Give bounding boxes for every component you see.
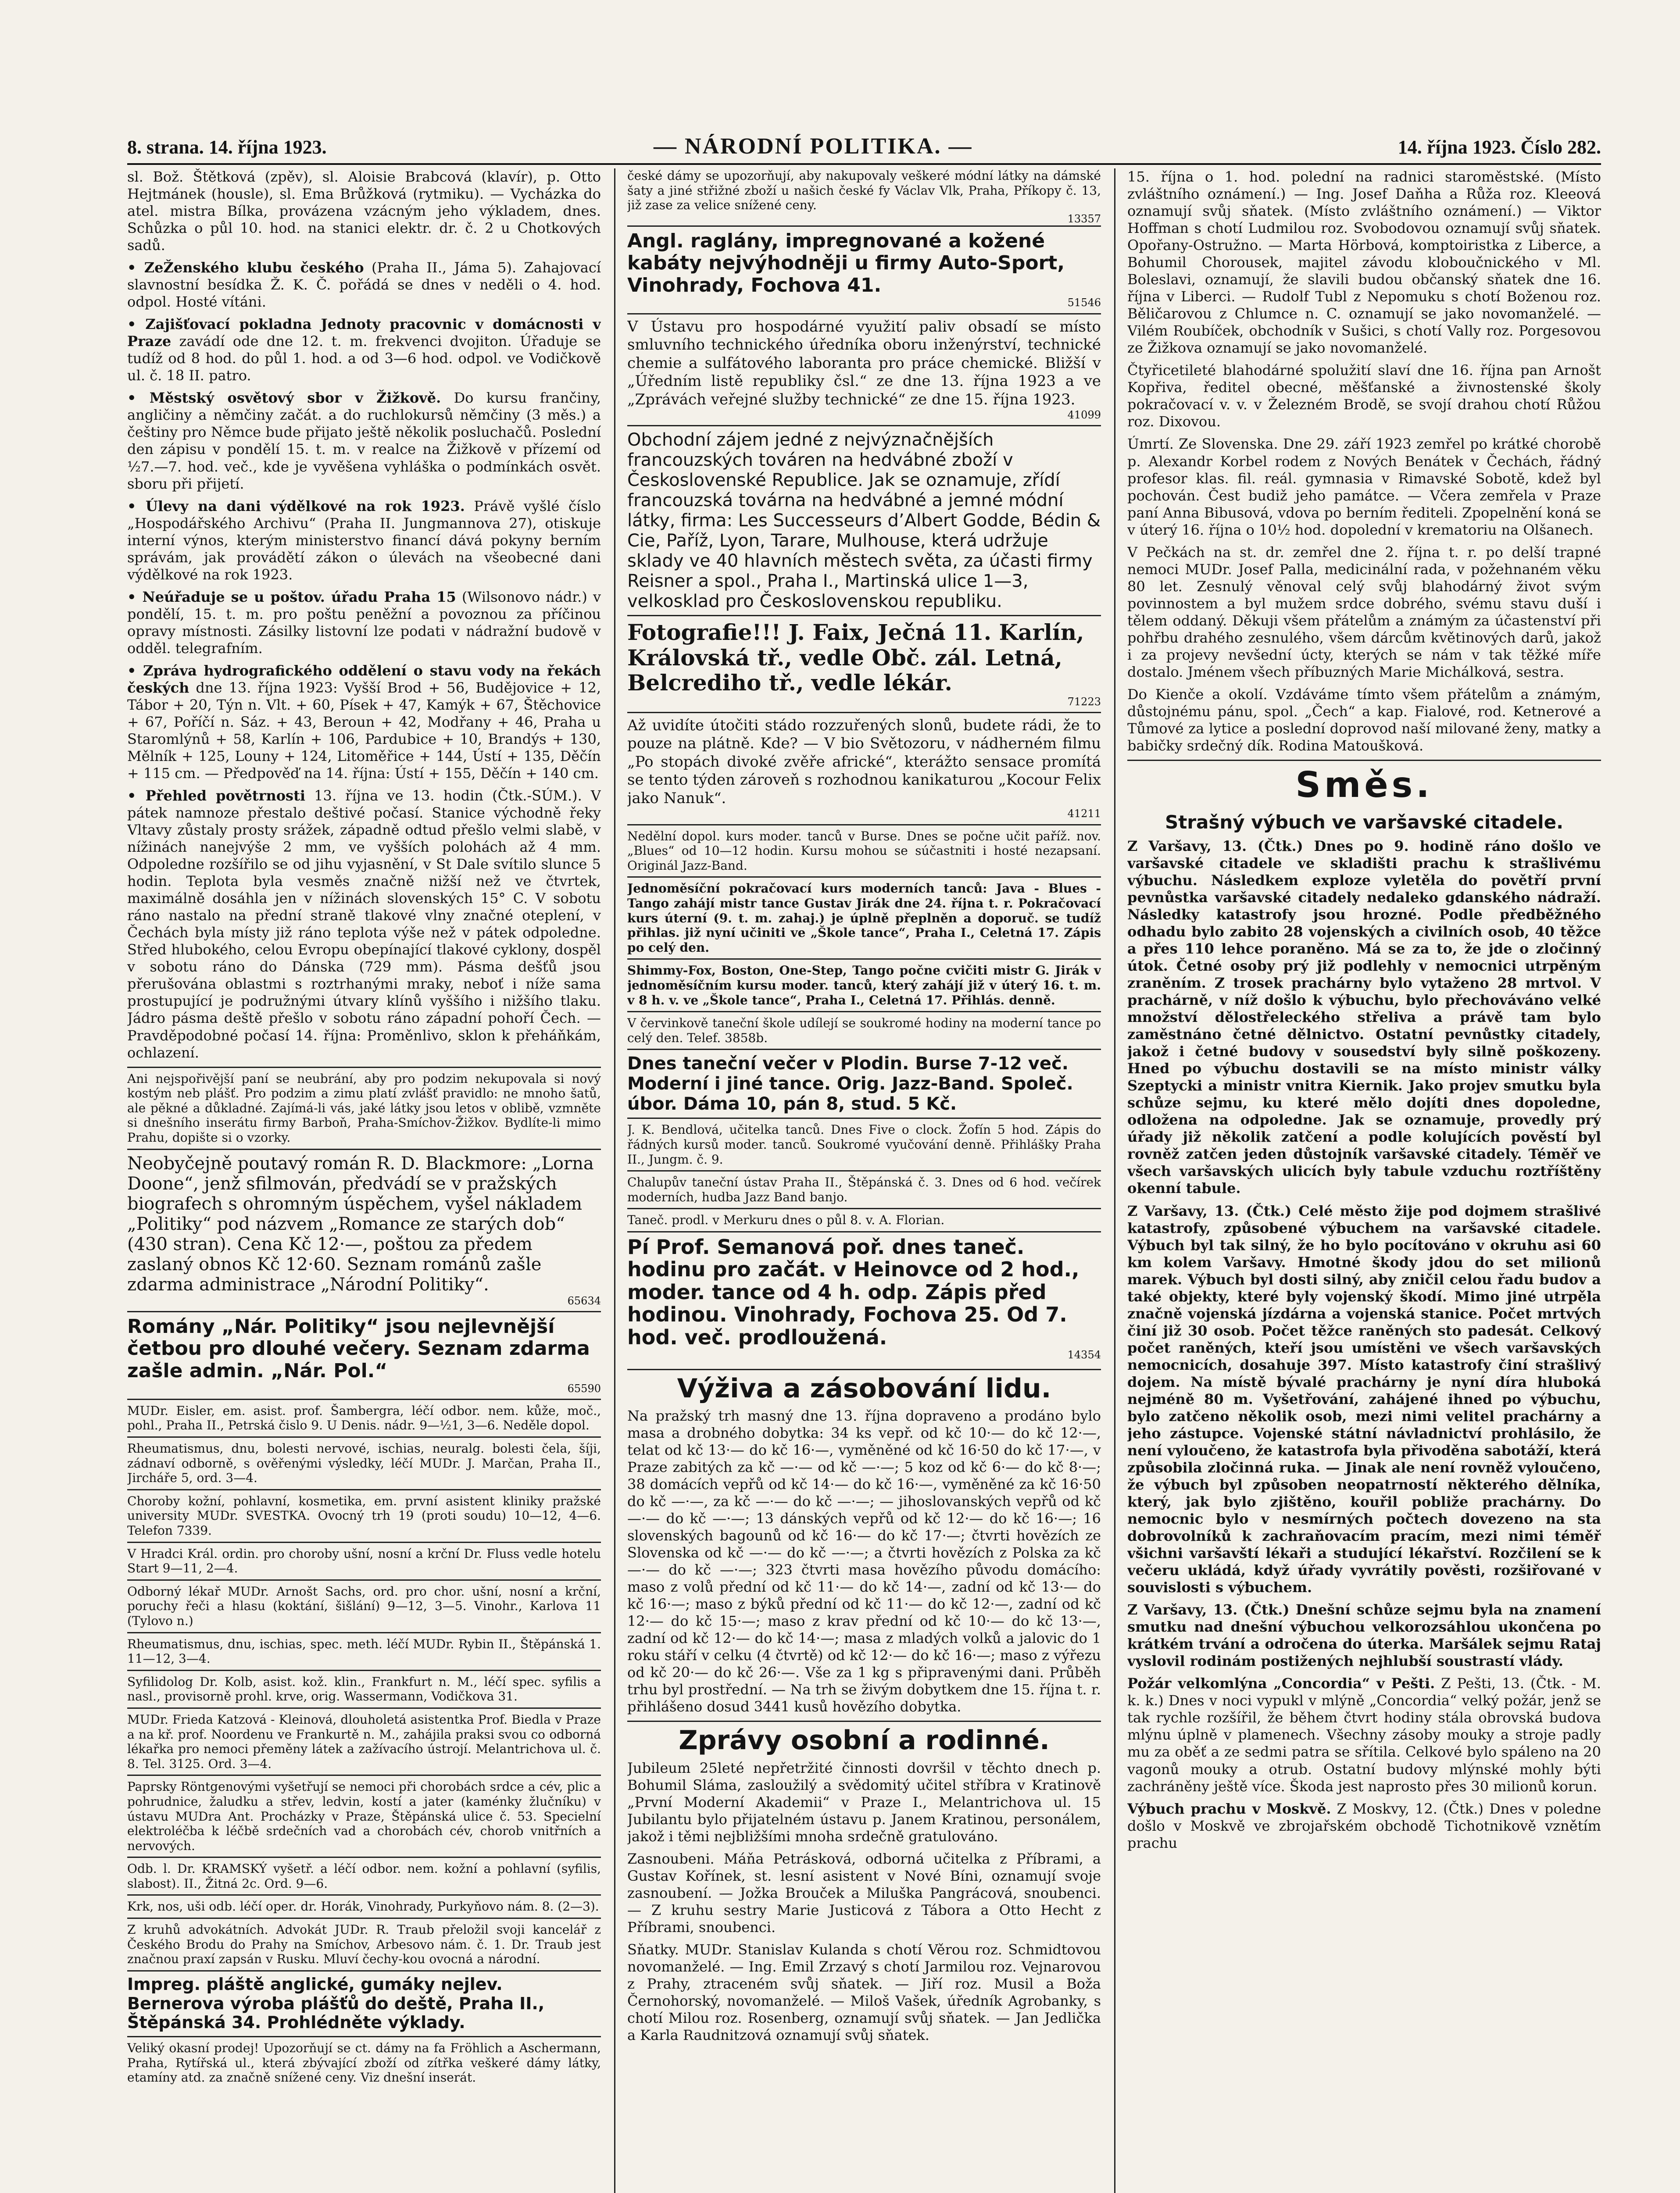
news-item: • ZeŽenského klubu českého (Praha II., Jáma 5). Zahajovací slavnostní besídka Ž. K. Č. pořádá se dnes v neděli o 4. hod. odpol. Hosté vítáni. [127, 259, 601, 311]
article-body: V Pečkách na st. dr. zemřel dne 2. října t. r. po delší trapné nemoci MUDr. Josef Palla, medicinální rada, v požehnaném věku 80 let. Zesnulý věnoval celý svůj blahodárný život svým povinnostem a byl mužem srdce dobrého, svému stavu duší i tělem oddaný. Děkuji všem přátelům a známým za účastenství při pohřbu drahého zesnulého, všem dárcům květinových darů, jakož i za projevy nevšední úcty, kterých se nám v tak těžké míře dostalo. Jménem všech příbuzných Marie Michálková, sestra. [1127, 543, 1601, 680]
article-body: Zasnoubeni. Máňa Petrásková, odborná učitelka z Příbrami, a Gustav Kořínek, st. lesní asistent v Nové Bíni, oznamují svoje zasnoubení. — Jožka Brouček a Miluška Pangrácová, snoubenci. — Z kruhu sestry Marie Justicová z Tábora a Otto Hecht z Příbrami, snoubenci. [627, 1850, 1101, 1936]
classified-ad: Impreg. pláště anglické, gumáky nejlev. Bernerova výroba plášťů do deště, Praha II., Štěpánská 34. Prohlédněte výklady. [127, 1970, 601, 2036]
classified-ad: Odborný lékař MUDr. Arnošt Sachs, ord. pro chor. ušní, nosní a krční, poruchy řeči a hlasu (koktání, šišlání) 9—12, 3—5. Vinohr., Karlova 11 (Tylovo n.) [127, 1579, 601, 1632]
article-body: Úmrtí. Ze Slovenska. Dne 29. září 1923 zemřel po krátké chorobě p. Alexandr Korbel rodem z Nových Benátek v Čechách, řádný profesor klas. fil. reál. gymnasia v Rimavské Sobotě, kdež byl pochován. Čest budiž jeho památce. — Včera zemřela v Praze paní Anna Bibusová, vdova po berním řediteli. Zpopelnění koná se v úterý 16. října o 10½ hod. dopolední v krematoriu na Olšanech. [1127, 436, 1601, 538]
article-body: Z Varšavy, 13. (Čtk.) Dnešní schůze sejmu byla na znamení smutku nad dnešní výbuchou velkorozsáhlou ukončena po krátkém trvání a odročena do úterka. Maršálek sejmu Rataj vyslovil rodinám postižených nejhlubší soustrastí vlády. [1127, 1601, 1601, 1670]
masthead-title: — NÁRODNÍ POLITIKA. — [654, 134, 973, 159]
article-body: 15. října o 1. hod. polední na radnici staroměstské. (Místo zvláštního oznámení.) — Ing. Josef Daňha a Růža roz. Kleeová oznamují svůj sňatek. (Místo zvláštního oznámení.) — Viktor Hoffman s chotí Ludmilou roz. Svobodovou oznamují svůj sňatek. Opořany-Ostružno. — Marta Hörbová, komptoiristka z Liberce, a Bohumil Chorousek, majitel závodu kloboučnického v Ml. Boleslavi, oznamují, že slavili budou občanský sňatek dne 16. října v Liberci. — Rudolf Tubl z Nepomuku s chotí Boženou roz. Běličarovou z Chlumce n. C. oznamují se jako novomanželé. — Vilém Roubíček, obchodník v Sušici, s chotí Vally roz. Porgesovou ze Žižkova oznamují se jako novomanželé. [1127, 168, 1601, 357]
advertisement-film: Až uvidíte útočiti stádo rozzuřených slonů, budete rádi, že to pouze na plátně. Kde? — V bio Světozoru, v nádherném filmu „Po stopách divoké zvěře africké“, kterážto sensace promítá se tento týden zároveň s rozhodnou kanikaturou „Kocour Felix jako Nanuk“. 41211 [627, 712, 1101, 824]
article-body: Výbuch prachu v Moskvě. Z Moskvy, 12. (Čtk.) Dnes v poledne došlo v Moskvě ve zbrojařském obchodě Tichotnikově vznětím prachu [1127, 1800, 1601, 1851]
article-body: Čtyřicetileté blahodárné spolužití slaví dne 16. října pan Arnošt Kopřiva, ředitel obecné, měšťanské a živnostenské školy pokračovací v. v. v Železném Brodě, se svojí drahou chotí Růžou roz. Dixovou. [1127, 362, 1601, 430]
news-item: • Zajišťovací pokladna Jednoty pracovnic v domácnosti v Praze zavádí ode dne 12. t. m. frekvenci dvojiton. Úřaduje se tudíž od 8 hod. do půl 1. hod. a od 3—6 hod. odpol. ve Vodičkově ul. č. 18 II. patro. [127, 316, 601, 384]
weather-report: • Přehled povětrnosti 13. října ve 13. hodin (Čtk.-SÚM.). V pátek namnoze přestalo deštivé počasí. Stanice východně řeky Vltavy zůstaly prosty srážek, západně odtud přešlo velmi slabě, v nížinách nanejvýše 2 mm, ve vyšších polohách až 4 mm. Odpoledne rozšířilo se od jihu vyjasnění, v St Dale svítilo slunce 5 hodin. Teplota byla vesměs značně nižší než ve čtvrtek, maximálně dosáhla jen v nížinách slovenských 15° C. V sobotu ráno nastalo na přední straně tlakové vlny značné oteplení, v Čechách byla místy již ráno teplota výše než v pátek odpoledne. Střed hlubokého, celou Evropu obepínající tlakové cyklony, dospěl v sobotu ráno do Dánska (729 mm). Pásma dešťů jsou přerušována oblastmi s roztrhanými mraky, neboť i níže sama prostupující je podružnými útvary klínů vyššího i nižšího tlaku. Jádro pásma deště přešlo v sobotu ráno západní pohoří Čech. — Pravděpodobné počasí 14. října: Proměnlivo, sklon k přeháňkám, ochlazení. [127, 787, 601, 1061]
advertisement: české dámy se upozorňují, aby nakupovaly veškeré módní látky na dámské šaty a jiné střižné zboží u našich české fy Václav Vlk, Praha, Příkopy č. 13, již zase za velice snížené ceny. 13357 [627, 168, 1101, 225]
header-issue-number: 14. října 1923. Číslo 282. [1398, 136, 1601, 158]
section-heading: Výživa a zásobování lidu. [627, 1369, 1101, 1405]
classified-ad: V Hradci Král. ordin. pro choroby ušní, nosní a krční Dr. Fluss vedle hotelu Start 9—11, 2—4. [127, 1542, 601, 1579]
article-headline: Strašný výbuch ve varšavské citadele. [1165, 811, 1564, 833]
article-body: Z Varšavy, 13. (Čtk.) Dnes po 9. hodině ráno došlo ve varšavské citadele ve skladišti prachu k strašlivému výbuchu. Následkem exploze vyletěla do povětří první pevnůstka varšavské citadely nedaleko gdanského nádraží. Následky katastrofy jsou hrozné. Podle předběžného odhadu bylo zabito 28 vojenských a civilních osob, 40 těžce a přes 110 lehce poraněno. Má se za to, že jde o zločinný útok. Četné osoby prý již podlehly v nemocnici utrpěným zraněním. Z trosek prachárny bylo vytaženo 28 mrtvol. V prachárně, v níž došlo k výbuchu, bylo přechováváno velké množství dělostřeleckého střeliva a právě tam bylo zaměstnáno četné dělnictvo. Ostatní pevnůstky citadely, jakož i četné budovy v sousedství byly silně poškozeny. Hned po výbuchu dostavili se na místo ministr války Szeptycki a ministr vnitra Kiernik. Jako projev smutku byla schůze sejmu, ku které mělo dojíti dnes dopoledne, odložena na odpoledne. Jak se oznamuje, provedly prý úřady již několik zatčení a podle kolujících pověstí byl rovněž zatčen jeden důstojník varšavské citadely. Téměř ve všech varšavských ulicích byly tabule vzduchu roztříštěny okenní tabule. [1127, 837, 1601, 1197]
advertisement-dance: Nedělní dopol. kurs moder. tanců v Burse. Dnes se počne učit paříž. nov. „Blues“ od 10—12 hodin. Kursu mohou se súčastniti i hosté nezapsaní. Originál Jazz-Band. [627, 824, 1101, 877]
advertisement-novel: Neobyčejně poutavý román R. D. Blackmore: „Lorna Doone“, jenž sfilmován, předvádí se v pražských biografech s ohromným úspěchem, vyšel nákladem „Politiky“ pod názvem „Romance ze starých dob“ (430 stran). Cena Kč 12·—, poštou za předem zaslaný obnos Kč 12·60. Seznam románů zašle zdarma administrace „Národní Politiky“. 65634 [127, 1149, 601, 1311]
advertisement: Ani nejspořivější paní se neubrání, aby pro podzim nekupovala si nový kostým neb plášť. Pro podzim a zimu platí zvlášť pravidlo: ne mnoho šatů, ale pěkné a důkladné. Zajímá-li vás, jaké látky jsou letos v oblibě, vzmněte si dnešního inserátu firmy Barboň, Praha-Smíchov-Žižkov. Bydlíte-li mimo Prahu, dopište si o vzorky. [127, 1067, 601, 1149]
classified-ad: Rheumatismus, dnu, bolesti nervové, ischias, neuralg. bolesti čela, šíji, zádnaví odborně, s ověřenými výsledky, léčí MUDr. J. Marčan, Praha II., Jircháře 5, ord. 3—4. [127, 1436, 601, 1489]
column-divider [614, 168, 615, 2193]
news-item: • Městský osvětový sbor v Žižkově. Do kursu frančiny, angličiny a němčiny začát. a do ruchlokursů němčiny (3 měs.) a češtiny pro Němce bude přijato ještě několik posluchačů. Poslední den zápisu v pondělí 15. t. m. v realce na Žižkově v přízemí od ½7.—7. hod. več., kde je vyvěšena vyhláška o podmínkách osvět. sboru při přijetí. [127, 389, 601, 492]
page-header [127, 132, 1601, 162]
newspaper-page [127, 132, 1601, 2193]
advertisement-novels: Romány „Nár. Politiky“ jsou nejlevnější četbou pro dlouhé večery. Seznam zdarma zašle admin. „Nár. Pol.“ 65590 [127, 1311, 601, 1399]
classified-ad: MUDr. Frieda Katzová - Kleinová, dlouholetá asistentka Prof. Biedla v Praze a na kř. prof. Noordenu ve Frankurtě n. M., zahájila praksi svou co odborná lékařka pro nemoci přeměny látek a zažívacího ústrojí. Melantrichova ul. č. 8. Tel. 3125. Ord. 3—4. [127, 1707, 601, 1775]
column-divider [1114, 168, 1115, 2193]
advertisement-dance: Dnes taneční večer v Plodin. Burse 7-12 več. Moderní i jiné tance. Orig. Jazz-Band. Společ. úbor. Dáma 10, pán 8, stud. 5 Kč. [627, 1049, 1101, 1118]
classified-ad: Krk, nos, uši odb. léčí oper. dr. Horák, Vinohrady, Purkyňovo nám. 8. (2—3). [127, 1894, 601, 1918]
column-left [127, 168, 601, 2193]
news-item: • Neúřaduje se u poštov. úřadu Praha 15 (Wilsonovo nádr.) v pondělí, 15. t. m. pro poštu peněžní a povoznou za příčinou opravy místnosti. Zásilky listovní lze podati v nádražní budově v odděl. telegrafním. [127, 589, 601, 657]
classified-ad: Z kruhů advokátních. Advokát JUDr. R. Traub přeložil svoji kancelář z Českého Brodu do Prahy na Smíchov, Arbesovo nám. č. 1. Dr. Traub jest značnou praxí zapsán v Rusku. Mluví čechy-kou ovocná a národní. [127, 1918, 601, 1970]
section-heading: Zprávy osobní a rodinné. [627, 1721, 1101, 1757]
article-body: Z Varšavy, 13. (Čtk.) Celé město žije pod dojmem strašlivé katastrofy, způsobené výbuchem na varšavské citadele. Výbuch byl tak silný, že ho bylo pocítováno v okruhu asi 60 km kolem Varšavy. Hmotné škody jdou do set milionů marek. Výbuch byl dosti silný, aby zničil celou řadu budov a také objekty, které byly vojenský škodí. Mimo jiné utrpěla značně vojenská jízdárna a vojenská stanice. Počet mrtvých činí již 30 osob. Počet těžce raněných sto padesát. Celkový počet raněných, kteří jsou umístěni ve všech varšavských nemocnicích, dosahuje 397. Místo katastrofy činí strašlivý dojem. Na místě bývalé prachárny je nyní díra hluboká nejméně 80 m. Vyšetřování, zahájené ihned po výbuchu, bylo zatčeno několik osob, mezi nimi velitel prachárny a jeho zástupce. Vojenské státní návladnictví prohlásilo, že není vyloučeno, že katastrofa byla přivoděna sabotáží, která způsobila zločinná ruka. — Jinak ale není rovněž vyloučeno, že výbuch byl způsoben neopatrností některého dělníka, který, jak bylo zjištěno, kouřil pobliže prachárny. Do nemocnic bylo v nesmírných počtech dovezeno na sta dobrovolníků k zachraňovacím pracím, mezi nimi téměř všichni varšavští lékaři a studující lékařství. Rozčilení se k večeru ukládá, když úřady vyvrátily pověsti, rozšiřované v souvislosti s výbuchem. [1127, 1202, 1601, 1596]
article-body: Na pražský trh masný dne 13. října dopraveno a prodáno bylo masa a drobného dobytka: 34 ks vepř. od kč 10·— do kč 12·—, telat od kč 13·— do kč 16·—, vyměněné od kč 16·50 do kč 17·—, v Praze zabitých za kč —·— od kč —·—; 5 koz od kč 6·— do kč 8·—; 38 domácích vepřů od kč 14·— do kč 16·—, vyměněné za kč 16·50 do kč —·—, za kč —·— do kč —·—; — jihoslovanských vepřů od kč —·— do kč —·—; 13 dánských vepřů od kč 12·— do kč 16·—; 16 slovenských bagounů od kč 16·— do kč 17·—; čtvrti hovězích ze Slovenska od kč —·— do kč —·—; a čtvrti hovězích z Polska za kč —·— do kč —·—; 323 čtvrti masa hovězího původu domácího: maso z volů přední od kč 11·— do kč 14·—, zadní od kč 13·— do kč 16·—; maso z býků přední od kč 11·— do kč 12·—, zadní od kč 12·— do kč 15·—; maso z krav přední od kč 10·— do kč 13·—, zadní od kč 12·— do kč 14·—; masa z mladých volků a jalovic do 1 roku stáří v celku (4 čtvrtě) od kč 12·— do kč 16·—; maso z výřezu od kč 20·— do kč 26·—. Vše za 1 kg s připravenými dani. Průběh trhu byl prostřední. — Na trh se živým dobytkem dne 15. října t. r. přihlášeno dosud 3441 kusů hovězího dobytka. [627, 1407, 1101, 1715]
advertisement-dance: Pí Prof. Semanová poř. dnes taneč. hodinu pro začát. v Heinovce od 2 hod., moder. tance od 4 h. odp. Zápis před hodinou. Vinohrady, Fochova 25. Od 7. hod. več. prodloužená. 14354 [627, 1231, 1101, 1365]
advertisement-raglans: Angl. raglány, impregnované a kožené kabáty nejvýhodněji u firmy Auto-Sport, Vinohrady, Fochova 41. 51546 [627, 225, 1101, 313]
advertisement-dance: Jednoměsíční pokračovací kurs moderních tanců: Java - Blues - Tango zahájí mistr tance Gustav Jirák dne 24. října t. r. Pokračovací kurs úterní (9. t. m. zahaj.) je úplně přeplněn a doporuč. se tudíž přihlas. již nyní učiniti ve „Škole tance“, Praha I., Celetná 17. Zápis po celý den. [627, 876, 1101, 958]
advertisement-dance: Chalupův taneční ústav Praha II., Štěpánská č. 3. Dnes od 6 hod. večírek moderních, hudba Jazz Band banjo. [627, 1170, 1101, 1208]
classified-ad: MUDr. Eisler, em. asist. prof. Šambergra, léčí odbor. nem. kůže, moč., pohl., Praha II., Petrská čislo 9. U Denis. nádr. 9—½1, 3—6. Neděle dopol. [127, 1399, 601, 1436]
header-page-date: 8. strana. 14. října 1923. [127, 136, 327, 158]
advertisement-dance: J. K. Bendlová, učitelka tanců. Dnes Five o clock. Žofín 5 hod. Zápis do řádných kursů moder. tanců. Soukromé vyučování denně. Přihlášky Praha II., Jungm. č. 9. [627, 1118, 1101, 1170]
classified-ad: Choroby kožní, pohlavní, kosmetika, em. první asistent kliniky pražské university MUDr. SVESTKA. Ovocný trh 19 (proti soudu) 10—12, 4—6. Telefon 7339. [127, 1489, 601, 1542]
section-heading: Směs. [1127, 760, 1601, 807]
article-body: Do Kienče a okolí. Vzdáváme tímto všem přátelům a známým, důstojnému pánu, spol. „Čech“ a kap. Fialové, rod. Ketnerové a Tůmové za lytice a poslední doprovod naší milované ženy, matky a babičky srdečný dík. Rodina Matoušková. [1127, 686, 1601, 754]
classified-ad: Veliký okasní prodej! Upozorňují se ct. dámy na fa Fröhlich a Aschermann, Praha, Rytířská ul., která zbývající zboží od zítřka veškeré dámy látky, etamíny atd. za značně snížené ceny. Viz dnešní inserát. [127, 2036, 601, 2089]
article-body: Sňatky. MUDr. Stanislav Kulanda s chotí Věrou roz. Schmidtovou novomanželé. — Ing. Emil Zrzavý s chotí Jarmilou roz. Vejnarovou z Prahy, ztraceném svůj sňatek. — Jiří roz. Musil a Boža Černohorský, novomanželé. — Miloš Vašek, úředník Agrobanky, s chotí Milou roz. Rosenberg, oznamují svůj sňatek. — Jan Jedlička a Karla Raudnitzová oznamují svůj sňatek. [627, 1941, 1101, 2044]
classified-ad: Paprsky Röntgenovými vyšetřují se nemoci při chorobách srdce a cév, plic a pohrudnice, žaludku a střev, ledvin, kostí a jater (kaménky žlučníku) v ústavu MUDra Ant. Procházky v Praze, Štěpánská ulice č. 53. Specielní elektroléčba k léčbě srdečních vad a chorobách cév, chorob vnitřních a nervových. [127, 1775, 601, 1857]
classified-ad: Rheumatismus, dnu, ischias, spec. meth. léčí MUDr. Rybin II., Štěpánská 1. 11—12, 3—4. [127, 1632, 601, 1670]
classified-ads [127, 1399, 601, 2089]
advertisement-photography: Fotografie!!! J. Faix, Ječná 11. Karlín, Královská tř., vedle Obč. zál. Letná, Belcrediho tř., vedle lékár. 71223 [627, 615, 1101, 712]
news-item: • Úlevy na dani výdělkové na rok 1923. Právě vyšlé číslo „Hospodářského Archivu“ (Praha II. Jungmannova 27), otiskuje interní výnos, kterým ministerstvo financí dává pokyny berním správám, jak provádětí zákon o úlevách na všeobecné dani výdělkové na rok 1923. [127, 498, 601, 583]
advertisement-dance: V červinkově taneční škole udílejí se soukromé hodiny na moderní tance po celý den. Telef. 3858b. [627, 1011, 1101, 1049]
header-rule [127, 163, 1601, 165]
news-item: sl. Bož. Štětková (zpěv), sl. Aloisie Brabcová (klavír), p. Otto Hejtmánek (housle), sl. Ema Brůžková (rytmiku). — Vycházka do atel. mistra Bílka, provázena vzácným jeho výkladem, dnes. Schůzka o půl 10. hod. na stanici elektr. dr. č. 2 u Chotkových sadů. [127, 168, 601, 254]
news-item: • Zpráva hydrografického oddělení o stavu vody na řekách českých dne 13. října 1923: Vyšší Brod + 56, Budějovice + 12, Tábor + 20, Týn n. Vlt. + 60, Písek + 47, Kamýk + 67, Štěchovice + 67, Poříčí n. Sáz. + 43, Beroun + 42, Modřany + 46, Praha u Staromlýnů + 58, Karlín + 106, Pardubice + 10, Brandýs + 130, Mělník + 125, Louny + 124, Litoměřice + 144, Ústí + 135, Děčín + 115 cm. — Předpověď na 14. října: Ústí + 155, Děčín + 140 cm. [127, 662, 601, 782]
classified-ad: Syfilidolog Dr. Kolb, asist. kož. klin., Frankfurt n. M., léčí spec. syfilis a nasl., provisorně prohl. krve, orig. Wassermann, Vodičkova 31. [127, 1670, 601, 1707]
advertisement-job: V Ústavu pro hospodárné využití paliv obsadí se místo smluvního technického úředníka oboru inženýrství, technické chemie a sulfátového laboranta pro práce chemické. Bližší v „Úředním listě republiky čsl.“ ze dne 13. října 1923 a ve „Zprávách veřejné služby technické“ ze dne 15. října 1923. 41099 [627, 313, 1101, 425]
classified-ad: Odb. l. Dr. KRAMSKÝ vyšetř. a léčí odbor. nem. kožní a pohlavní (syfilis, slabost). II., Žitná 2c. Ord. 9—6. [127, 1857, 601, 1894]
advertisement-dance: Shimmy-Fox, Boston, One-Step, Tango počne cvičiti mistr G. Jirák v jednoměsíčním kursu moder. tanců, který zahájí již v úterý 16. t. m. v 8 h. v. ve „Škole tance“, Praha I., Celetná 17. Přihlás. denně. [627, 958, 1101, 1011]
advertisement-silk-factory: Obchodní zájem jedné z nejvýznačnějších francouzských továren na hedvábné zboží v Československé Republice. Jak se oznamuje, zřídí francouzská továrna na hedvábné a jemné módní látky, firma: Les Successeurs d’Albert Godde, Bédin & Cie, Paříž, Lyon, Tarare, Mulhouse, která udržuje sklady ve 40 hlavních městech světa, za účasti firmy Reisner a spol., Praha I., Martinská ulice 1—3, velkosklad pro Československou republiku. [627, 425, 1101, 615]
column-middle [627, 168, 1101, 2193]
column-right [1127, 168, 1601, 2193]
article-body: Jubileum 25leté nepřetržité činnosti dovršil v těchto dnech p. Bohumil Sláma, zasloužilý a svědomitý učitel stříbra v Kratinově „První Moderní Akademii“ v Praze I., Melantrichova ul. 15 Jubilantu bylo přijatelném ústavu p. Janem Kratinou, personálem, jakož i těmi nejbližšími mnoha srdečně gratulováno. [627, 1759, 1101, 1845]
advertisement-dance: Taneč. prodl. v Merkuru dnes o půl 8. v. A. Florian. [627, 1208, 1101, 1231]
article-body: Požár velkomlýna „Concordia“ v Pešti. Z Pešti, 13. (Čtk. - M. k. k.) Dnes v noci vypukl v mlýně „Concordia“ velký požár, jenž se tak rychle rozšířil, že během čtvrt hodiny stála obrovská budova mlýnu úplně v plamenech. Všechny zásoby mouky a stroje padly mu za oběť a ze sedmi patra se sřítila. Celkové bylo spáleno na 20 vagonů mouky a otrub. Ostatní budovy mlýnské mohly býti zachráněny ještě více. Škoda jest naprosto přes 30 milionů korun. [1127, 1675, 1601, 1795]
